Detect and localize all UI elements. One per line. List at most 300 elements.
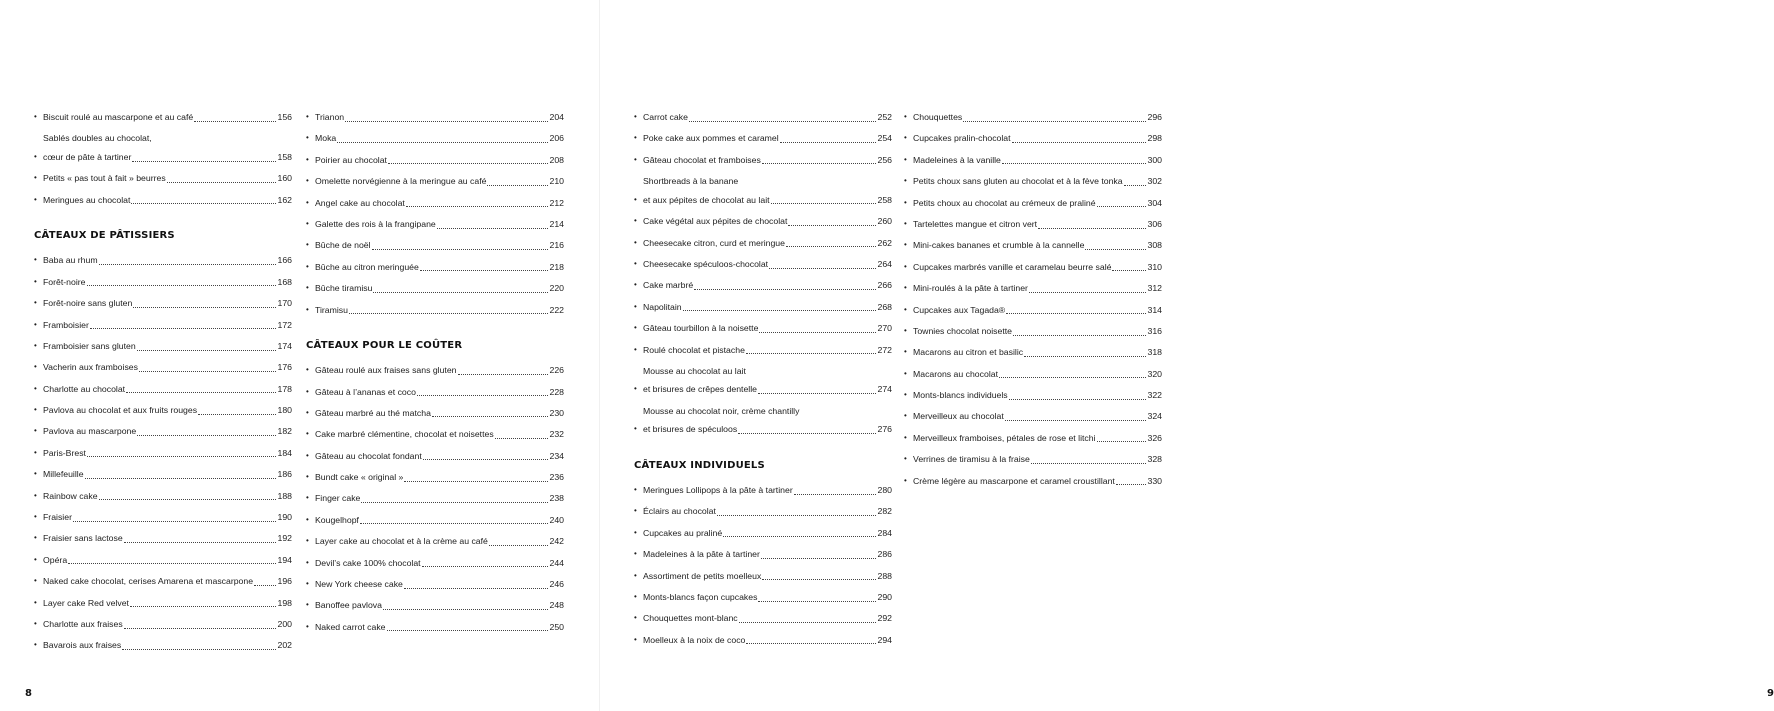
dot-leader	[458, 373, 548, 375]
dot-leader	[1031, 462, 1146, 464]
bullet-icon: •	[904, 283, 907, 293]
bullet-icon: •	[904, 261, 907, 271]
bullet-icon: •	[634, 424, 637, 434]
bullet-icon: •	[904, 112, 907, 121]
dot-leader	[432, 415, 548, 417]
entry-title: Naked cake chocolat, cerises Amarena et mascarpone	[43, 576, 254, 587]
entry-title: Madeleines à la vanille	[913, 154, 1001, 165]
entry-title: Framboisier	[43, 319, 89, 330]
toc-entry[interactable]	[634, 545, 892, 564]
toc-entry[interactable]	[306, 468, 564, 487]
entry-page-number: 294	[877, 634, 892, 645]
entry-page-number: 192	[277, 533, 292, 544]
dot-leader	[87, 455, 276, 457]
entry-page-number: 242	[549, 536, 564, 547]
toc-entry[interactable]	[34, 337, 292, 356]
entry-title: Moelleux à la noix de coco	[643, 634, 746, 645]
toc-entry[interactable]	[634, 129, 892, 148]
entry-title: Townies chocolat noisette	[913, 325, 1012, 336]
toc-entry[interactable]	[634, 362, 892, 399]
toc-entry[interactable]	[904, 301, 1162, 320]
dot-leader	[360, 522, 548, 524]
dot-leader	[1085, 248, 1145, 250]
toc-entry[interactable]	[306, 236, 564, 255]
toc-entry[interactable]	[634, 234, 892, 253]
toc-entry[interactable]	[904, 279, 1162, 298]
toc-entry[interactable]	[904, 472, 1162, 491]
entry-title: Paris-Brest	[43, 447, 86, 458]
entry-title: Cake marbré	[643, 280, 694, 291]
dot-leader	[487, 184, 547, 186]
toc-entry[interactable]	[34, 422, 292, 441]
bullet-icon: •	[306, 261, 309, 271]
entry-title: Tartelettes mangue et citron vert	[913, 218, 1038, 229]
dot-leader	[723, 535, 875, 537]
entry-title: Bundt cake « original »	[315, 472, 404, 483]
toc-entry[interactable]	[306, 361, 564, 380]
bullet-icon: •	[306, 557, 309, 567]
entry-page-number: 262	[877, 237, 892, 248]
toc-entry[interactable]	[306, 279, 564, 298]
entry-title: Poirier au chocolat	[315, 154, 387, 165]
bullet-icon: •	[34, 276, 37, 286]
toc-entry[interactable]	[634, 481, 892, 500]
toc-entry[interactable]	[634, 609, 892, 628]
toc-entry[interactable]	[34, 551, 292, 570]
bullet-icon: •	[306, 112, 309, 121]
entry-page-number: 240	[549, 514, 564, 525]
entry-page-number: 314	[1147, 304, 1162, 315]
toc-entry[interactable]	[34, 316, 292, 335]
toc-entry[interactable]	[306, 532, 564, 551]
bullet-icon: •	[34, 490, 37, 500]
toc-entry[interactable]	[904, 365, 1162, 384]
entry-title: Petits choux sans gluten au chocolat et à la fève tonka	[913, 176, 1123, 187]
toc-entry[interactable]	[634, 502, 892, 521]
toc-entry[interactable]	[634, 172, 892, 209]
toc-entry[interactable]	[306, 129, 564, 148]
entry-title: Cupcakes pralin-chocolat	[913, 133, 1011, 144]
entry-title: Gâteau roulé aux fraises sans gluten	[315, 365, 457, 376]
entry-page-number: 254	[877, 133, 892, 144]
entry-title: Cake végétal aux pépites de chocolat	[643, 216, 788, 227]
bullet-icon: •	[634, 323, 637, 333]
toc-entry[interactable]	[34, 594, 292, 613]
entry-title: Layer cake Red velvet	[43, 597, 129, 608]
dot-leader	[122, 648, 275, 650]
entry-page-number: 210	[549, 176, 564, 187]
entry-title: Mousse au chocolat au lait	[643, 365, 746, 376]
bullet-icon: •	[34, 319, 37, 329]
toc-entry[interactable]	[34, 615, 292, 634]
toc-entry[interactable]	[306, 172, 564, 191]
entry-title: Cupcakes aux Tagada®	[913, 304, 1006, 315]
entry-page-number: 272	[877, 344, 892, 355]
toc-entry[interactable]	[34, 191, 292, 210]
toc-entry[interactable]	[904, 429, 1162, 448]
entry-title: Bûche tiramisu	[315, 283, 373, 294]
toc-entry[interactable]	[34, 251, 292, 270]
toc-entry[interactable]	[34, 273, 292, 292]
dot-leader	[73, 520, 276, 522]
dot-leader	[1006, 312, 1145, 314]
bullet-icon: •	[306, 133, 309, 143]
dot-leader	[404, 587, 548, 589]
toc-entry[interactable]	[306, 596, 564, 615]
bullet-icon: •	[634, 301, 637, 311]
toc-entry[interactable]	[306, 575, 564, 594]
entry-page-number: 290	[877, 592, 892, 603]
bullet-icon: •	[306, 514, 309, 524]
toc-entry[interactable]	[904, 108, 1162, 127]
entry-title: Verrines de tiramisu à la fraise	[913, 454, 1030, 465]
entry-title: Naked carrot cake	[315, 621, 386, 632]
bullet-icon: •	[34, 405, 37, 415]
toc-entry[interactable]	[306, 151, 564, 170]
toc-entry[interactable]	[306, 618, 564, 637]
entry-page-number: 246	[549, 579, 564, 590]
toc-entry[interactable]	[904, 172, 1162, 191]
dot-leader	[124, 541, 276, 543]
entry-title: Merveilleux au chocolat	[913, 411, 1004, 422]
entry-page-number: 166	[277, 255, 292, 266]
toc-entry[interactable]	[634, 151, 892, 170]
entry-page-number: 208	[549, 154, 564, 165]
entry-page-number: 204	[549, 112, 564, 122]
toc-entry[interactable]	[34, 465, 292, 484]
bullet-icon: •	[904, 218, 907, 228]
dot-leader	[739, 621, 876, 623]
entry-title: Petits « pas tout à fait » beurres	[43, 173, 166, 184]
bullet-icon: •	[306, 621, 309, 631]
dot-leader	[383, 608, 548, 610]
entry-page-number: 182	[277, 426, 292, 437]
toc-entry[interactable]	[306, 194, 564, 213]
toc-entry[interactable]	[634, 255, 892, 274]
toc-entry[interactable]	[904, 129, 1162, 148]
toc-entry[interactable]	[34, 294, 292, 313]
toc-entry[interactable]	[34, 169, 292, 188]
entry-title: Poke cake aux pommes et caramel	[643, 133, 779, 144]
entry-title: Gâteau marbré au thé matcha	[315, 407, 431, 418]
bullet-icon: •	[306, 493, 309, 503]
entry-page-number: 202	[277, 640, 292, 651]
toc-entry[interactable]	[34, 487, 292, 506]
dot-leader	[963, 120, 1145, 122]
bullet-icon: •	[634, 527, 637, 537]
toc-entry[interactable]	[634, 402, 892, 439]
entry-title: Baba au rhum	[43, 255, 98, 266]
toc-entry[interactable]	[306, 258, 564, 277]
dot-leader	[372, 248, 548, 250]
entry-page-number: 296	[1147, 112, 1162, 122]
bullet-icon: •	[34, 533, 37, 543]
entry-page-number: 194	[277, 554, 292, 565]
bullet-icon: •	[306, 218, 309, 228]
toc-entry[interactable]	[904, 343, 1162, 362]
dot-leader	[1013, 334, 1146, 336]
entry-title: Banoffee pavlova	[315, 600, 382, 611]
entry-title: New York cheese cake	[315, 579, 403, 590]
bullet-icon: •	[904, 197, 907, 207]
entry-page-number: 324	[1147, 411, 1162, 422]
entry-page-number: 236	[549, 472, 564, 483]
bullet-icon: •	[306, 429, 309, 439]
bullet-icon: •	[34, 112, 37, 121]
entry-page-number: 316	[1147, 325, 1162, 336]
page-number-right: 9	[1767, 688, 1774, 699]
entry-title: Forêt-noire sans gluten	[43, 298, 133, 309]
toc-entry[interactable]	[306, 301, 564, 320]
dot-leader	[1005, 419, 1146, 421]
right-page	[600, 0, 1774, 711]
dot-leader	[1112, 269, 1145, 271]
toc-entry[interactable]	[34, 529, 292, 548]
toc-entry[interactable]	[306, 404, 564, 423]
bullet-icon: •	[34, 362, 37, 372]
entry-title: Merveilleux framboises, pétales de rose et litchi	[913, 432, 1096, 443]
entry-title: Pavlova au mascarpone	[43, 426, 137, 437]
bullet-icon: •	[634, 592, 637, 602]
bullet-icon: •	[634, 237, 637, 247]
toc-column-2	[306, 108, 564, 639]
toc-entry[interactable]	[904, 236, 1162, 255]
dot-leader	[337, 141, 547, 143]
toc-entry[interactable]	[904, 322, 1162, 341]
toc-entry[interactable]	[34, 358, 292, 377]
toc-entry[interactable]	[306, 554, 564, 573]
dot-leader	[495, 437, 548, 439]
entry-title: Macarons au chocolat	[913, 368, 998, 379]
entry-title: Carrot cake	[643, 112, 688, 122]
toc-entry[interactable]	[904, 215, 1162, 234]
toc-entry[interactable]	[634, 298, 892, 317]
dot-leader	[1012, 141, 1146, 143]
toc-entry[interactable]	[634, 567, 892, 586]
toc-entry[interactable]	[904, 407, 1162, 426]
entry-page-number: 170	[277, 298, 292, 309]
toc-entry[interactable]	[306, 215, 564, 234]
entry-title: et brisures de spéculoos	[643, 424, 738, 435]
toc-entry[interactable]	[904, 386, 1162, 405]
entry-page-number: 268	[877, 301, 892, 312]
bullet-icon: •	[34, 383, 37, 393]
toc-entry[interactable]	[904, 194, 1162, 213]
entry-title: Assortiment de petits moelleux	[643, 570, 762, 581]
entry-title: Gâteau tourbillon à la noisette	[643, 323, 759, 334]
toc-entry[interactable]	[634, 108, 892, 127]
bullet-icon: •	[634, 570, 637, 580]
entry-page-number: 198	[277, 597, 292, 608]
bullet-icon: •	[306, 600, 309, 610]
toc-entry[interactable]	[904, 258, 1162, 277]
entry-page-number: 238	[549, 493, 564, 504]
entry-page-number: 266	[877, 280, 892, 291]
bullet-icon: •	[634, 485, 637, 495]
entry-title: Bûche au citron meringuée	[315, 261, 419, 272]
entry-title: Napolitain	[643, 301, 682, 312]
toc-entry[interactable]	[34, 401, 292, 420]
entry-title: Cake marbré clémentine, chocolat et noisettes	[315, 429, 494, 440]
toc-entry[interactable]	[634, 341, 892, 360]
entry-page-number: 320	[1147, 368, 1162, 379]
dot-leader	[769, 267, 875, 269]
toc-entry[interactable]	[306, 425, 564, 444]
entry-title: Macarons au citron et basilic	[913, 347, 1024, 358]
entry-title: Mousse au chocolat noir, crème chantilly	[643, 405, 800, 416]
dot-leader	[361, 501, 547, 503]
dot-leader	[694, 288, 875, 290]
toc-entry[interactable]	[34, 444, 292, 463]
entry-title: Fraisier	[43, 512, 72, 523]
toc-entry[interactable]	[904, 450, 1162, 469]
dot-leader	[1024, 355, 1145, 357]
dot-leader	[786, 245, 876, 247]
toc-column-3	[634, 108, 892, 652]
entry-title: Fraisier sans lactose	[43, 533, 123, 544]
entry-title: Mini-roulés à la pâte à tartiner	[913, 283, 1028, 294]
bullet-icon: •	[634, 384, 637, 394]
dot-leader	[130, 605, 276, 607]
entry-title: cœur de pâte à tartiner	[43, 151, 132, 162]
dot-leader	[761, 557, 876, 559]
dot-leader	[771, 202, 876, 204]
toc-entry[interactable]	[634, 276, 892, 295]
bullet-icon: •	[34, 151, 37, 161]
entry-title: Charlotte au chocolat	[43, 383, 126, 394]
bullet-icon: •	[34, 447, 37, 457]
toc-entry[interactable]	[634, 588, 892, 607]
bullet-icon: •	[306, 154, 309, 164]
dot-leader	[1097, 205, 1146, 207]
entry-title: Cupcakes marbrés vanille et caramelau beurre salé	[913, 261, 1112, 272]
entry-page-number: 256	[877, 154, 892, 165]
entry-page-number: 286	[877, 549, 892, 560]
entry-title: Gâteau chocolat et framboises	[643, 154, 761, 165]
dot-leader	[437, 227, 548, 229]
bullet-icon: •	[634, 133, 637, 143]
entry-page-number: 326	[1147, 432, 1162, 443]
entry-page-number: 174	[277, 340, 292, 351]
dot-leader	[85, 477, 276, 479]
bullet-icon: •	[904, 368, 907, 378]
toc-entry[interactable]	[34, 108, 292, 127]
entry-title: Moka	[315, 133, 337, 144]
entry-title: Sablés doubles au chocolat,	[43, 133, 152, 144]
toc-entry[interactable]	[634, 319, 892, 338]
bullet-icon: •	[634, 194, 637, 204]
bullet-icon: •	[904, 240, 907, 250]
entry-title: Kougelhopf	[315, 514, 359, 525]
bullet-icon: •	[634, 634, 637, 644]
toc-entry[interactable]	[904, 151, 1162, 170]
toc-column-1	[34, 108, 292, 658]
entry-page-number: 312	[1147, 283, 1162, 294]
entry-page-number: 188	[277, 490, 292, 501]
bullet-icon: •	[34, 512, 37, 522]
entry-title: Chouquettes mont-blanc	[643, 613, 738, 624]
entry-page-number: 288	[877, 570, 892, 581]
toc-entry[interactable]	[34, 636, 292, 655]
dot-leader	[794, 493, 876, 495]
bullet-icon: •	[34, 597, 37, 607]
dot-leader	[132, 160, 275, 162]
toc-entry[interactable]	[34, 380, 292, 399]
bullet-icon: •	[306, 386, 309, 396]
toc-entry[interactable]	[306, 511, 564, 530]
dot-leader	[1124, 184, 1146, 186]
dot-leader	[133, 306, 275, 308]
entry-page-number: 180	[277, 405, 292, 416]
entry-title: Devil’s cake 100% chocolat	[315, 557, 421, 568]
toc-entry[interactable]	[34, 129, 292, 166]
toc-entry[interactable]	[306, 489, 564, 508]
entry-title: Meringues au chocolat	[43, 194, 131, 205]
bullet-icon: •	[634, 344, 637, 354]
dot-leader	[139, 370, 276, 372]
entry-page-number: 292	[877, 613, 892, 624]
entry-page-number: 200	[277, 619, 292, 629]
toc-entry[interactable]	[306, 108, 564, 127]
toc-entry[interactable]	[34, 508, 292, 527]
section-title: CÂTEAUX DE PÂTISSIERS	[34, 230, 175, 242]
entry-page-number: 274	[877, 384, 892, 395]
entry-page-number: 226	[549, 365, 564, 376]
left-page	[0, 0, 600, 711]
dot-leader	[762, 578, 875, 580]
bullet-icon: •	[306, 176, 309, 186]
bullet-icon: •	[34, 173, 37, 183]
entry-title: Meringues Lollipops à la pâte à tartiner	[643, 485, 793, 496]
toc-entry[interactable]	[306, 447, 564, 466]
bullet-icon: •	[904, 347, 907, 357]
dot-leader	[758, 392, 876, 394]
entry-page-number: 304	[1147, 197, 1162, 208]
entry-page-number: 232	[549, 429, 564, 440]
toc-entry[interactable]	[306, 383, 564, 402]
entry-page-number: 248	[549, 600, 564, 611]
dot-leader	[167, 181, 276, 183]
dot-leader	[788, 224, 875, 226]
entry-page-number: 264	[877, 258, 892, 269]
bullet-icon: •	[904, 304, 907, 314]
bullet-icon: •	[306, 450, 309, 460]
entry-title: Cheesecake citron, curd et meringue	[643, 237, 785, 248]
entry-title: Framboisier sans gluten	[43, 340, 136, 351]
toc-entry[interactable]	[34, 572, 292, 591]
toc-entry[interactable]	[634, 631, 892, 650]
toc-entry[interactable]	[634, 212, 892, 231]
dot-leader	[489, 544, 548, 546]
toc-entry[interactable]	[634, 524, 892, 543]
entry-title: Tiramisu	[315, 304, 348, 315]
dot-leader	[717, 514, 876, 516]
bullet-icon: •	[34, 469, 37, 479]
entry-page-number: 230	[549, 407, 564, 418]
bullet-icon: •	[634, 549, 637, 559]
entry-title: Angel cake au chocolat	[315, 197, 405, 208]
dot-leader	[422, 565, 548, 567]
entry-title: Forêt-noire	[43, 276, 86, 287]
entry-page-number: 220	[549, 283, 564, 294]
bullet-icon: •	[34, 640, 37, 650]
entry-page-number: 244	[549, 557, 564, 568]
entry-page-number: 190	[277, 512, 292, 523]
dot-leader	[406, 205, 548, 207]
entry-page-number: 322	[1147, 390, 1162, 401]
entry-page-number: 308	[1147, 240, 1162, 251]
entry-page-number: 318	[1147, 347, 1162, 358]
